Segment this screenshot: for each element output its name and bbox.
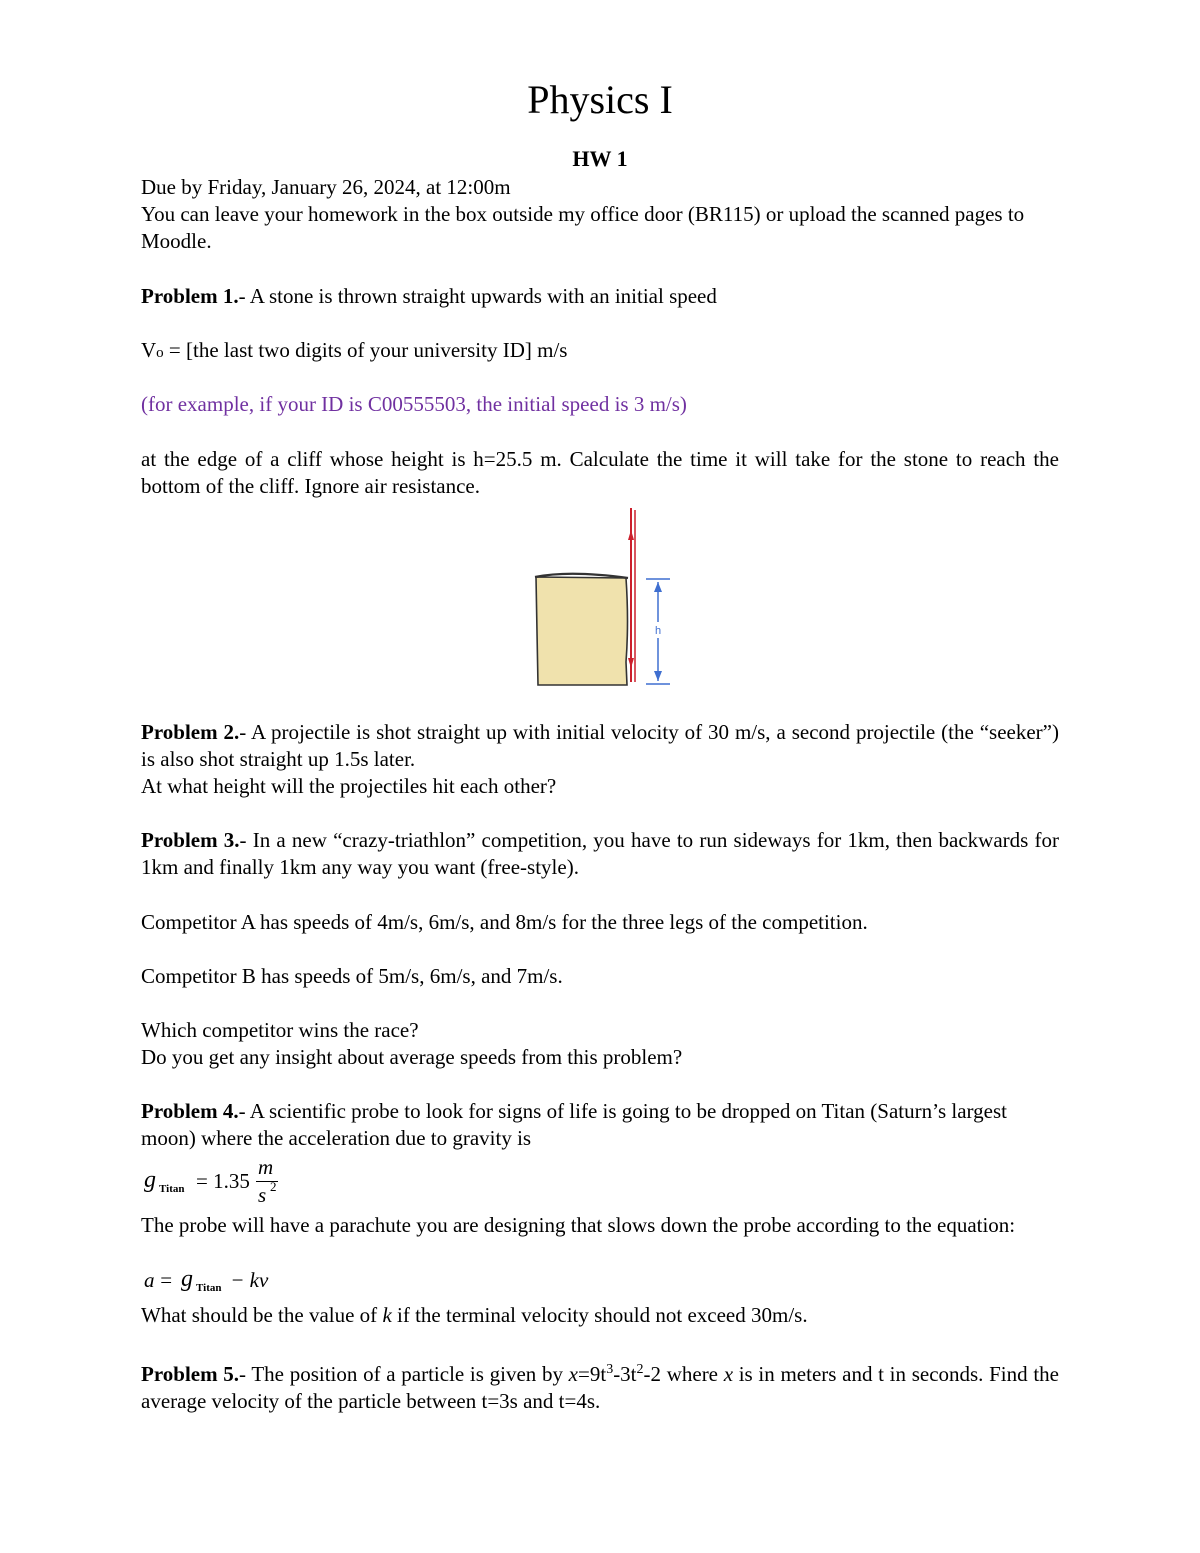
problem-4-text: - A scientific probe to look for signs of life is going to be dropped on Titan (Saturn’s largest moon) where the acceleration due to gravity is (141, 1099, 1007, 1150)
eq-part-b: -3t (613, 1362, 637, 1386)
drag-term: − kv (225, 1268, 269, 1292)
problem-1-label: Problem 1. (141, 284, 239, 308)
equals-sign: = (155, 1268, 178, 1292)
competitor-b: Competitor B has speeds of 5m/s, 6m/s, and 7m/s. (141, 964, 563, 988)
unit-meters: m (258, 1155, 274, 1179)
question-part-1: What should be the value of (141, 1303, 383, 1327)
problem-3-label: Problem 3. (141, 828, 240, 852)
v0-text: = [the last two digits of your university ID] m/s (163, 338, 568, 362)
problem-3-question-1: Which competitor wins the race? (141, 1018, 419, 1042)
g-symbol: g (144, 1167, 156, 1193)
submission-instructions: You can leave your homework in the box outside my office door (BR115) or upload the scanned pages to Moodle. (141, 202, 1025, 253)
problem-1-intro (141, 283, 1059, 310)
problem-5-label: Problem 5. (141, 1362, 240, 1386)
problem-1-text-2: at the edge of a cliff whose height is h=25.5 m. Calculate the time it will take for the stone to reach the bottom of the cliff. Ignore air resistance. (141, 447, 1059, 498)
page-title: Physics I (527, 77, 673, 122)
id-example: (for example, if your ID is C00555503, the initial speed is 3 m/s) (141, 392, 687, 416)
problem-2-question: At what height will the projectiles hit each other? (141, 774, 557, 798)
competitor-a: Competitor A has speeds of 4m/s, 6m/s, and 8m/s for the three legs of the competition. (141, 910, 868, 934)
problem-4-text-2: The probe will have a parachute you are designing that slows down the probe according to the equation: (141, 1213, 1016, 1237)
titan-subscript-2: Titan (196, 1282, 222, 1294)
v0-symbol: V (141, 338, 157, 362)
a-symbol: a (144, 1268, 155, 1292)
problem-5 (141, 1356, 1059, 1415)
eq-part-a: =9t (578, 1362, 607, 1386)
titan-gravity-equation (141, 1155, 341, 1205)
problem-3-question-2: Do you get any insight about average speeds from this problem? (141, 1045, 683, 1069)
squared-exponent: 2 (270, 1179, 277, 1194)
square-exponent: 2 (636, 1362, 644, 1377)
k-symbol: k (382, 1303, 392, 1327)
problem-3-text: - In a new “crazy-triathlon” competition, you have to run sideways for 1km, then backwards for 1km and finally 1km any way you want (free-style). (141, 828, 1059, 879)
cliff-block (536, 577, 628, 685)
x-symbol: x (568, 1362, 578, 1386)
problem-5-text-a: - The position of a particle is given by (239, 1362, 569, 1386)
height-label: h (654, 625, 662, 637)
parachute-equation (141, 1266, 381, 1298)
due-date: Due by Friday, January 26, 2024, at 12:00m (141, 175, 511, 199)
x-symbol-2: x (723, 1362, 734, 1386)
problem-4-question (141, 1302, 1059, 1329)
problem-2-label: Problem 2. (141, 720, 240, 744)
v0-subscript: o (156, 345, 164, 361)
eq-part-c: -2 where (643, 1362, 724, 1386)
problem-4-label: Problem 4. (141, 1099, 239, 1123)
problem-3 (141, 827, 1059, 881)
homework-number: HW 1 (572, 146, 628, 171)
problem-4 (141, 1098, 1059, 1152)
cliff-figure (530, 502, 675, 694)
arrow-down-icon (628, 658, 634, 668)
cube-exponent: 3 (606, 1362, 614, 1377)
titan-subscript: Titan (159, 1183, 185, 1195)
measure-down-arrow-icon (654, 671, 662, 681)
problem-2 (141, 719, 1059, 773)
question-part-2: if the terminal velocity should not exceed 30m/s. (391, 1303, 808, 1327)
gravity-value: = 1.35 (196, 1169, 250, 1193)
unit-seconds: s (258, 1183, 267, 1207)
problem-2-text: - A projectile is shot straight up with initial velocity of 30 m/s, a second projectile (the “seeker”) is also shot straight up 1.5s later. (141, 720, 1059, 771)
initial-speed-definition (141, 337, 1059, 367)
problem-1-text: - A stone is thrown straight upwards with an initial speed (238, 284, 717, 308)
arrow-up-icon (628, 530, 634, 540)
problem-5-text-b: is in meters and t in seconds. Find the average velocity of the particle between t=3s and t=4s. (141, 1362, 1059, 1413)
g-symbol-2: g (181, 1266, 193, 1292)
measure-up-arrow-icon (654, 582, 662, 592)
